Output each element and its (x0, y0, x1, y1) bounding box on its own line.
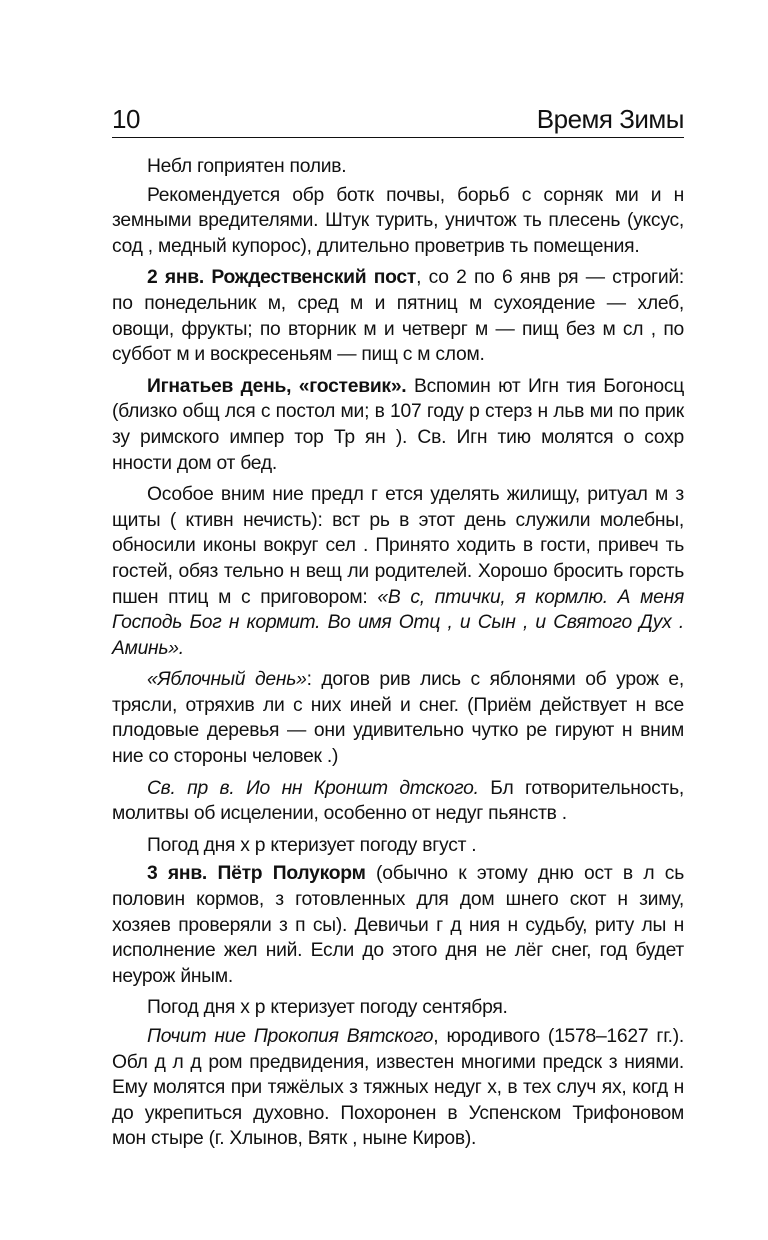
page-number: 10 (112, 104, 140, 134)
running-title: Время Зимы (536, 104, 684, 134)
paragraph (112, 482, 684, 661)
page-header (112, 104, 684, 135)
entry-heading: Почит ние Прокопия Вятского (147, 1026, 434, 1047)
paragraph-text: Погод дня х р ктеризует погоду вгуст . (147, 834, 477, 856)
paragraph (112, 995, 684, 1021)
entry-heading: 2 янв. Рождественский пост (147, 267, 417, 289)
paragraph-text: Погод дня х р ктеризует погоду сентября. (147, 997, 508, 1019)
entry-heading: «Яблочный день» (147, 669, 307, 691)
paragraph (112, 374, 684, 476)
paragraph (112, 833, 684, 859)
paragraph-text: , со 2 по 6 янв ря — строгий: по понедельник м, сред м и пятниц м сухоядение — хлеб, овощи, фрукты; по вторник м и четверг м — пищ без м сл , по суббот м и воскресеньям — пищ с м слом. (112, 267, 684, 366)
header-rule (112, 137, 684, 138)
paragraph (112, 667, 684, 769)
paragraph (112, 861, 684, 989)
entry-heading: 3 янв. Пётр Полукорм (147, 863, 366, 885)
paragraph-text: : догов рив лись с яблонями об урож е, трясли, отряхив ли с них иней и снег. (Приём действует н все плодовые деревья — они удивительно чутко ре гируют н вним ние со стороны человек .) (112, 669, 684, 768)
paragraph (112, 183, 684, 260)
paragraph-text: (обычно к этому дню ост в л сь половин кормов, з готовленных для дом шнего скот н зиму, хозяев проверяли з п сы). Девичьи г д ния н судьбу, риту лы н исполнение жел ний. Если до этого дня не лёг снег, год будет неурож йным. (112, 863, 684, 987)
entry-heading: Игнатьев день, «гостевик». (147, 375, 407, 397)
prayer-quote: «В с, птички, я кормлю. А меня Господь Бог н кормит. Во имя Отц , и Сын , и Святого Дух . Аминь». (112, 586, 685, 659)
body-text (112, 154, 684, 1158)
paragraph-text: Небл гоприятен полив. (147, 156, 347, 177)
paragraph-text: Бл готворительность, молитвы об исцелении, особенно от недуг пьянств . (112, 777, 684, 825)
paragraph-text: Рекомендуется обр ботк почвы, борьб с сорняк ми и н земными вредителями. Штук турить, уничтож ть плесень (уксус, сод , медный купорос), длительно проветрив ть помещения. (112, 184, 684, 257)
paragraph (112, 1024, 684, 1152)
paragraph-text: , юродивого (1578–1627 гг.). Обл д л д ром предвидения, известен многими предск з ниями. Ему молятся при тяжёлых з тяжных недуг х, в тех случ ях, когд н до укрепиться духовно. Похоронен в Успенском Трифоновом мон стыре (г. Хлынов, Вятк , ныне Киров). (112, 1026, 685, 1150)
paragraph-text: Особое вним ние предл г ется уделять жилищу, ритуал м з щиты ( ктивн нечисть): вст рь в этот день служили молебны, обносили иконы вокруг сел . Принято ходить в гости, привеч ть гостей, обяз тельно н вещ ли родителей. Хорошо бросить горсть пшен птиц м с приговором: (112, 484, 684, 608)
entry-heading: Св. пр в. Ио нн Кроншт дтского. (147, 777, 479, 799)
paragraph (112, 265, 684, 367)
paragraph (112, 154, 684, 180)
paragraph-text: Вспомин ют Игн тия Богоносц (близко общ лся с постол ми; в 107 году р стерз н льв ми по прик зу римского импер тор Тр ян ). Св. Игн тию молятся о сохр нности дом от бед. (112, 375, 685, 474)
paragraph (112, 776, 684, 827)
